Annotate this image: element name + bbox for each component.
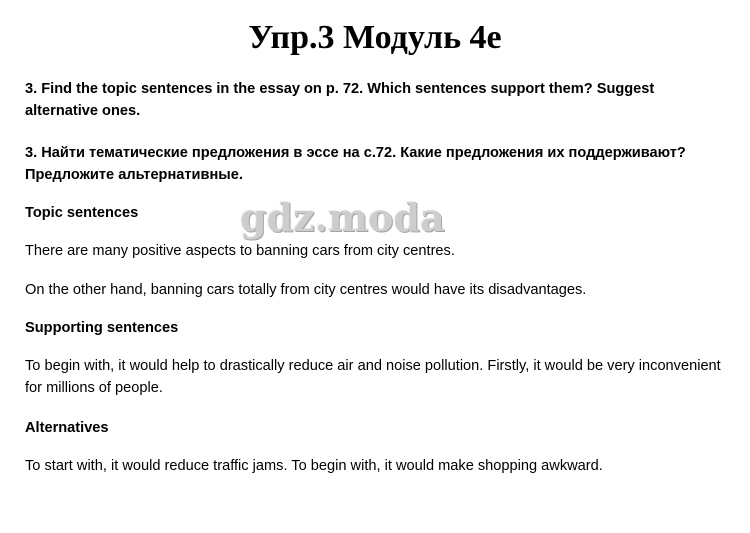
- supporting-sentences-text: To begin with, it would help to drastically reduce air and noise pollution. Firstly, it would be very inconvenient for millions of people.: [25, 358, 721, 396]
- topic-sentence-1: There are many positive aspects to banning cars from city centres.: [25, 243, 455, 259]
- alternatives-text: To start with, it would reduce traffic jams. To begin with, it would make shopping awkward.: [25, 458, 603, 474]
- task-russian: 3. Найти тематические предложения в эссе на с.72. Какие предложения их поддерживают? Предложите альтернативные.: [25, 145, 686, 183]
- watermark-logo: gdz.moda: [240, 195, 445, 240]
- page-title: Упр.3 Модуль 4е: [248, 19, 502, 56]
- topic-sentence-2: On the other hand, banning cars totally from city centres would have its disadvantages.: [25, 282, 587, 298]
- task-english: 3. Find the topic sentences in the essay on p. 72. Which sentences support them? Suggest alternative ones.: [25, 81, 655, 119]
- supporting-sentences-heading: Supporting sentences: [25, 320, 179, 336]
- alternatives-heading: Alternatives: [25, 420, 109, 436]
- topic-sentences-heading: Topic sentences: [25, 205, 139, 221]
